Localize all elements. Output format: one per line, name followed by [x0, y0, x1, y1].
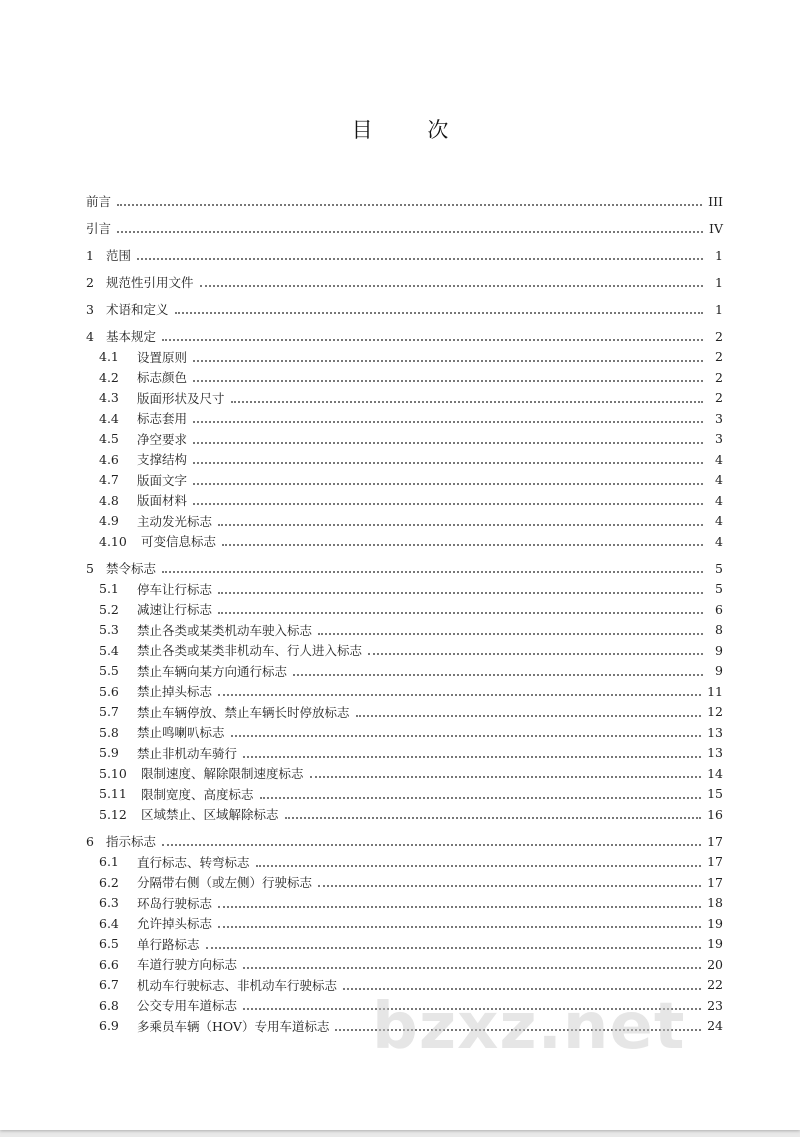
toc-entry[interactable]	[0, 893, 800, 913]
toc-entry-label	[0, 300, 169, 318]
toc-entry-title: 限制速度、解除限制速度标志	[141, 766, 304, 781]
toc-entry[interactable]	[0, 763, 800, 783]
toc-entry-title: 主动发光标志	[137, 513, 213, 529]
toc-dot-leader	[175, 312, 703, 314]
toc-entry-label	[0, 703, 350, 721]
toc-entry-number: 4.9	[99, 513, 119, 528]
toc-entry-title: 停车让行标志	[137, 581, 213, 597]
toc-entry-page: 17	[707, 833, 723, 849]
page-title: 目 次	[351, 118, 473, 142]
toc-entry-title: 指示标志	[106, 834, 157, 849]
toc-entry-number: 4.6	[99, 451, 119, 467]
toc-entry-page: 1	[715, 301, 723, 317]
toc-entry-number: 5.8	[99, 724, 119, 740]
toc-entry-number: 5.1	[99, 581, 119, 596]
toc-entry-label	[0, 348, 187, 366]
toc-entry-number: 4.3	[99, 390, 119, 405]
toc-dot-leader	[193, 483, 703, 485]
toc-entry-title: 前言	[86, 194, 112, 209]
toc-entry-label	[0, 580, 212, 598]
toc-entry-page: 2	[715, 349, 723, 364]
toc-entry[interactable]	[0, 429, 800, 449]
toc-entry-title: 标志套用	[137, 411, 188, 426]
toc-dot-leader	[193, 462, 703, 464]
toc-entry-number: 5.9	[99, 745, 119, 760]
toc-entry-title: 标志颜色	[137, 370, 188, 385]
toc-entry[interactable]	[0, 620, 800, 640]
toc-entry-number: 5.7	[99, 704, 119, 719]
toc-entry-title: 禁止车辆向某方向通行标志	[137, 663, 288, 679]
toc-entry-label	[0, 744, 237, 762]
toc-entry-page: 4	[715, 451, 723, 467]
toc-dot-leader	[117, 231, 703, 233]
toc-entry-title: 公交专用车道标志	[137, 998, 238, 1013]
toc-entry-title: 禁止各类或某类机动车驶入标志	[137, 622, 313, 638]
toc-entry-label	[0, 955, 237, 973]
toc-dot-leader	[193, 380, 703, 382]
toc-entry-page: 5	[715, 581, 723, 596]
toc-entry-title: 版面材料	[137, 493, 188, 508]
toc-entry-number: 6.2	[99, 874, 119, 890]
toc-entry-title: 禁令标志	[106, 561, 157, 576]
toc-entry-page: III	[708, 193, 723, 209]
toc-entry-page: 12	[707, 704, 723, 719]
toc-entry-number: 1	[86, 247, 94, 263]
toc-entry[interactable]	[0, 804, 800, 824]
toc-entry-label	[0, 641, 362, 659]
toc-entry-label	[0, 430, 187, 448]
toc-entry-page: 17	[707, 874, 723, 890]
toc-entry-page: 18	[707, 895, 723, 910]
toc-entry-label	[0, 621, 312, 639]
toc-entry[interactable]	[0, 388, 800, 408]
toc-entry-label	[0, 894, 212, 912]
toc-dot-leader	[285, 817, 702, 819]
toc-entry[interactable]	[0, 934, 800, 954]
toc-entry[interactable]	[0, 831, 800, 851]
toc-dot-leader	[310, 776, 702, 778]
toc-entry-title: 净空要求	[137, 431, 188, 447]
toc-entry-title: 禁止各类或某类非机动车、行人进入标志	[137, 643, 363, 658]
toc-dot-leader	[243, 756, 701, 758]
toc-entry-title: 限制宽度、高度标志	[141, 786, 254, 802]
toc-entry-label	[0, 192, 111, 210]
toc-dot-leader	[193, 503, 703, 505]
toc-entry-page: 3	[715, 410, 723, 426]
toc-dot-leader	[218, 612, 703, 614]
toc-entry-title: 环岛行驶标志	[137, 895, 213, 911]
toc-entry-title: 基本规定	[106, 329, 157, 344]
toc-entry-page: 4	[715, 533, 723, 549]
toc-entry-label	[0, 600, 212, 618]
toc-entry[interactable]	[0, 470, 800, 490]
toc-entry-title: 可变信息标志	[141, 534, 217, 549]
toc-entry-page: 13	[707, 745, 723, 760]
toc-entry-title: 减速让行标志	[137, 602, 213, 617]
toc-dot-leader	[260, 797, 702, 799]
toc-entry-page: 1	[715, 274, 723, 290]
toc-entry-title: 允许掉头标志	[137, 916, 213, 931]
toc-entry-page: 11	[707, 683, 723, 699]
toc-entry-page: 19	[707, 936, 723, 951]
toc-entry-title: 术语和定义	[106, 302, 169, 317]
toc-entry[interactable]	[0, 347, 800, 367]
toc-entry-title: 区域禁止、区域解除标志	[141, 807, 279, 822]
toc-entry-title: 机动车行驶标志、非机动车行驶标志	[137, 977, 338, 993]
toc-entry-title: 直行标志、转弯标志	[137, 854, 250, 870]
toc-entry-label	[0, 471, 187, 489]
toc-entry[interactable]	[0, 531, 800, 551]
toc-entry-number: 4.7	[99, 472, 119, 487]
toc-entry-number: 5.2	[99, 601, 119, 617]
toc-dot-leader	[218, 906, 701, 908]
toc-entry[interactable]	[0, 913, 800, 933]
toc-entry-label	[0, 914, 212, 932]
toc-entry-number: 5.3	[99, 622, 119, 637]
toc-entry[interactable]	[0, 408, 800, 428]
toc-entry[interactable]	[0, 661, 800, 681]
toc-entry-label	[0, 273, 194, 291]
toc-entry-page: 13	[707, 724, 723, 740]
toc-entry-label	[0, 1017, 329, 1035]
toc-entry-page: 3	[715, 431, 723, 446]
toc-entry-label	[0, 327, 156, 345]
toc-entry-label	[0, 853, 250, 871]
toc-entry-number: 6.1	[99, 854, 119, 869]
toc-entry-title: 车道行驶方向标志	[137, 957, 238, 972]
toc-dot-leader	[206, 947, 702, 949]
toc-entry-label	[0, 682, 212, 700]
toc-entry[interactable]	[0, 599, 800, 619]
toc-entry-title: 版面形状及尺寸	[137, 390, 225, 406]
toc-entry[interactable]	[0, 640, 800, 660]
toc-entry-page: 22	[707, 977, 723, 992]
toc-entry-page: 5	[715, 560, 723, 576]
toc-dot-leader	[256, 865, 702, 867]
toc-entry-label	[0, 723, 225, 741]
toc-entry-number: 5.5	[99, 663, 119, 678]
toc-entry-page: 24	[707, 1018, 723, 1033]
toc-entry-number: 6.9	[99, 1018, 119, 1033]
toc-entry-title: 禁止非机动车骑行	[137, 745, 238, 761]
toc-dot-leader	[200, 285, 703, 287]
watermark: bzxz.net	[372, 990, 686, 1064]
toc-entry-label	[0, 785, 254, 803]
toc-entry[interactable]	[0, 218, 800, 238]
toc-entry-title: 范围	[106, 248, 132, 263]
toc-entry-number: 4	[86, 328, 94, 344]
toc-entry-label	[0, 996, 237, 1014]
toc-entry-label	[0, 764, 304, 782]
toc-dot-leader	[318, 633, 703, 635]
toc-entry-number: 6	[86, 833, 94, 849]
toc-entry[interactable]	[0, 299, 800, 319]
toc-entry-number: 2	[86, 274, 94, 290]
toc-entry[interactable]	[0, 954, 800, 974]
toc-dot-leader	[162, 571, 703, 573]
toc-entry-page: 16	[707, 806, 723, 822]
toc-entry-number: 4.10	[99, 533, 127, 549]
toc-entry-page: 15	[707, 786, 723, 801]
toc-entry-number: 4.4	[99, 410, 119, 426]
toc-entry-number: 6.7	[99, 977, 119, 992]
toc-entry-number: 4.5	[99, 431, 119, 446]
toc-entry-number: 6.3	[99, 895, 119, 910]
toc-entry-number: 4.1	[99, 349, 119, 364]
toc-entry-number: 5	[86, 560, 94, 576]
toc-entry-title: 版面文字	[137, 472, 188, 488]
toc-dot-leader	[368, 653, 703, 655]
toc-entry-page: 4	[715, 492, 723, 508]
toc-entry-page: 2	[715, 369, 723, 385]
toc-entry-label	[0, 450, 187, 468]
toc-dot-leader	[218, 694, 701, 696]
toc-entry-page: 2	[715, 328, 723, 344]
toc-entry[interactable]	[0, 326, 800, 346]
toc-entry-title: 规范性引用文件	[106, 275, 194, 290]
toc-dot-leader	[222, 544, 703, 546]
toc-entry-label	[0, 219, 111, 237]
toc-entry[interactable]	[0, 722, 800, 742]
toc-entry-page: 17	[707, 854, 723, 869]
toc-entry-label	[0, 409, 187, 427]
toc-entry-page: 2	[715, 390, 723, 405]
toc-entry[interactable]	[0, 511, 800, 531]
toc-dot-leader	[162, 844, 701, 846]
toc-entry-title: 单行路标志	[137, 936, 200, 952]
toc-dot-leader	[117, 204, 702, 206]
toc-entry-title: 多乘员车辆（HOV）专用车道标志	[137, 1018, 330, 1034]
toc-entry-label	[0, 532, 216, 550]
toc-entry-number: 6.6	[99, 956, 119, 972]
toc-entry[interactable]	[0, 272, 800, 292]
toc-entry-title: 分隔带右侧（或左侧）行驶标志	[137, 875, 313, 890]
toc-entry-label	[0, 935, 200, 953]
toc-entry-number: 6.5	[99, 936, 119, 951]
toc-dot-leader	[293, 674, 703, 676]
toc-entry-page: 23	[707, 997, 723, 1013]
toc-entry-title: 引言	[86, 221, 112, 236]
toc-entry-page: 8	[715, 622, 723, 637]
toc-entry-number: 3	[86, 301, 94, 317]
toc-entry-number: 6.4	[99, 915, 119, 931]
toc-entry-page: 20	[707, 956, 723, 972]
toc-entry-label	[0, 805, 279, 823]
toc-entry-page: 19	[707, 915, 723, 931]
toc-dot-leader	[318, 885, 701, 887]
toc-dot-leader	[193, 360, 703, 362]
toc-entry-label	[0, 491, 187, 509]
toc-entry[interactable]	[0, 681, 800, 701]
toc-entry-number: 4.8	[99, 492, 119, 508]
toc-entry-page: 9	[715, 663, 723, 678]
toc-dot-leader	[162, 339, 703, 341]
toc-dot-leader	[243, 967, 701, 969]
toc-entry-page: 6	[715, 601, 723, 617]
toc-entry-label	[0, 246, 131, 264]
toc-entry-label	[0, 389, 225, 407]
toc-dot-leader	[218, 524, 703, 526]
toc-entry-number: 5.4	[99, 642, 119, 658]
toc-dot-leader	[231, 401, 703, 403]
toc-entry[interactable]	[0, 449, 800, 469]
toc-dot-leader	[231, 735, 702, 737]
toc-entry-title: 禁止掉头标志	[137, 684, 213, 699]
toc-entry-label	[0, 368, 187, 386]
toc-entry[interactable]	[0, 490, 800, 510]
toc-entry[interactable]	[0, 852, 800, 872]
toc-entry-page: 4	[715, 472, 723, 487]
toc-entry-page: 14	[707, 765, 723, 781]
toc-entry-number: 5.12	[99, 806, 127, 822]
toc-entry-label	[0, 976, 337, 994]
toc-dot-leader	[218, 926, 701, 928]
toc-entry[interactable]	[0, 702, 800, 722]
toc-entry-label	[0, 512, 212, 530]
toc-entry[interactable]	[0, 558, 800, 578]
toc-entry-label	[0, 832, 156, 850]
toc-dot-leader	[193, 442, 703, 444]
toc-entry-number: 6.8	[99, 997, 119, 1013]
toc-entry[interactable]	[0, 367, 800, 387]
toc-entry-number: 4.2	[99, 369, 119, 385]
toc-entry-title: 禁止车辆停放、禁止车辆长时停放标志	[137, 704, 350, 720]
toc-entry[interactable]	[0, 743, 800, 763]
toc-entry-label	[0, 559, 156, 577]
toc-entry-page: 9	[715, 642, 723, 658]
toc-entry-number: 5.10	[99, 765, 127, 781]
toc-entry-page: 4	[715, 513, 723, 528]
toc-entry-label	[0, 873, 312, 891]
toc-entry-page: 1	[715, 247, 723, 263]
toc-dot-leader	[356, 715, 702, 717]
toc-entry[interactable]	[0, 191, 800, 211]
toc-entry-number: 5.11	[99, 786, 127, 801]
toc-dot-leader	[218, 592, 703, 594]
toc-entry[interactable]	[0, 784, 800, 804]
toc-entry-title: 禁止鸣喇叭标志	[137, 725, 225, 740]
toc-entry-page: IV	[709, 220, 723, 236]
toc-entry-number: 5.6	[99, 683, 119, 699]
toc-entry[interactable]	[0, 245, 800, 265]
toc-entry-title: 支撑结构	[137, 452, 188, 467]
toc-dot-leader	[193, 421, 703, 423]
toc-entry[interactable]	[0, 579, 800, 599]
toc-dot-leader	[137, 258, 703, 260]
toc-entry-title: 设置原则	[137, 349, 188, 365]
toc-entry[interactable]	[0, 872, 800, 892]
toc-entry-label	[0, 662, 287, 680]
